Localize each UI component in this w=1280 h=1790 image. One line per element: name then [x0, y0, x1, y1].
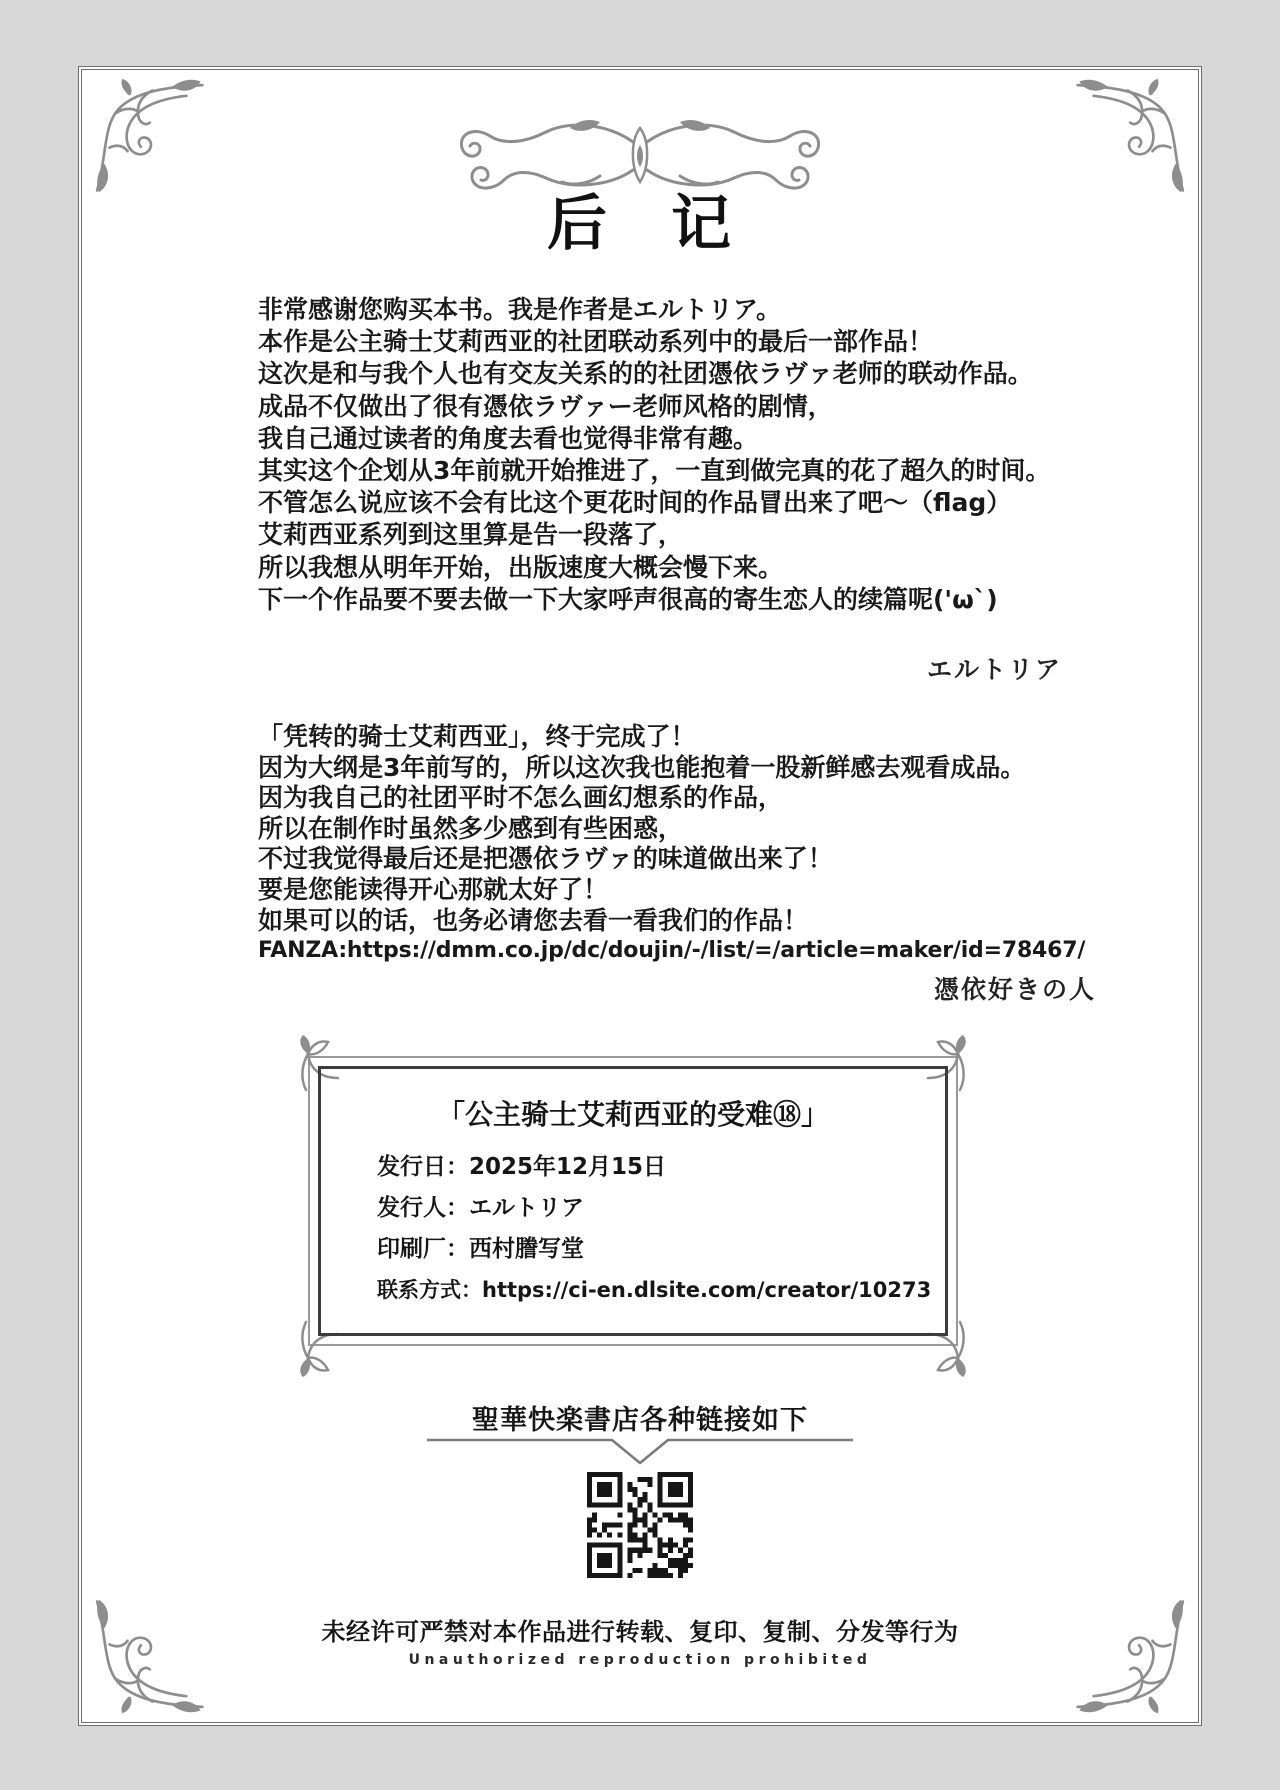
afterword-line: 其实这个企划从3年前就开始推进了，一直到做完真的花了超久的时间。 [258, 456, 1051, 486]
afterword-line: 要是您能读得开心那就太好了！ [258, 874, 609, 904]
book-title: 「公主骑士艾莉西亚的受难⑱」 [436, 1098, 829, 1131]
copyright-warning-en: Unauthorized reproduction prohibited [408, 1652, 872, 1668]
afterword-line: 「凭转的骑士艾莉西亚」，终于完成了！ [258, 722, 696, 751]
afterword-paragraph-1 [258, 294, 1050, 616]
afterword-line: 这次是和与我个人也有交友关系的的社团憑依ラヴァ老师的联动作品。 [258, 359, 1033, 389]
afterword-line: 艾莉西亚系列到这里算是告一段落了， [258, 520, 684, 550]
pointer-line-icon [425, 1438, 855, 1466]
afterword-line: 我自己通过读者的角度去看也觉得非常有趣。 [258, 423, 759, 453]
afterword-line: 所以在制作时虽然多少感到有些困惑， [258, 813, 684, 843]
afterword-line: 因为我自己的社团平时不怎么画幻想系的作品， [258, 783, 784, 813]
afterword-line: 本作是公主骑士艾莉西亚的社团联动系列中的最后一部作品！ [258, 327, 934, 357]
colophon-box [308, 1056, 958, 1346]
author-signature: エルトリア [926, 655, 1062, 684]
afterword-line: 下一个作品要不要去做一下大家呼声很高的寄生恋人的续篇呢('ω`) [258, 584, 998, 614]
afterword-line: 因为大纲是3年前写的，所以这次我也能抱着一股新鲜感去观看成品。 [258, 752, 1026, 782]
colophon-rows [377, 1147, 935, 1311]
afterword-line: 非常感谢您购买本书。我是作者是エルトリア。 [258, 295, 782, 324]
afterword-paragraph-2 [258, 722, 1085, 967]
fanza-url: FANZA:https://dmm.co.jp/dc/doujin/-/list/=/article=maker/id=78467/ [258, 938, 1086, 964]
colophon-row: 印刷厂：西村謄写堂 [377, 1236, 584, 1262]
guest-signature: 憑依好きの人 [933, 975, 1096, 1004]
afterword-line: 成品不仅做出了很有憑依ラヴァー老师风格的剧情， [258, 391, 833, 421]
colophon-inner-border [318, 1066, 948, 1336]
qr-code [587, 1472, 693, 1578]
copyright-warning: 未经许可严禁对本作品进行转载、复印、复制、分发等行为 [321, 1618, 959, 1646]
afterword-line: 不管怎么说应该不会有比这个更花时间的作品冒出来了吧～（flag） [258, 488, 1012, 518]
page-title: 后 记 [547, 189, 733, 259]
afterword-line: 所以我想从明年开始，出版速度大概会慢下来。 [258, 552, 784, 582]
shop-links-heading: 聖華快楽書店各种链接如下 [472, 1405, 808, 1436]
colophon-row: 发行日：2025年12月15日 [377, 1154, 667, 1180]
afterword-line: 如果可以的话，也务必请您去看一看我们的作品！ [258, 905, 809, 935]
afterword-line: 不过我觉得最后还是把憑依ラヴァ的味道做出来了！ [258, 844, 833, 874]
colophon-row: 发行人：エルトリア [377, 1195, 584, 1221]
colophon-row-contact-url: 联系方式：https://ci-en.dlsite.com/creator/10273 [377, 1278, 932, 1302]
